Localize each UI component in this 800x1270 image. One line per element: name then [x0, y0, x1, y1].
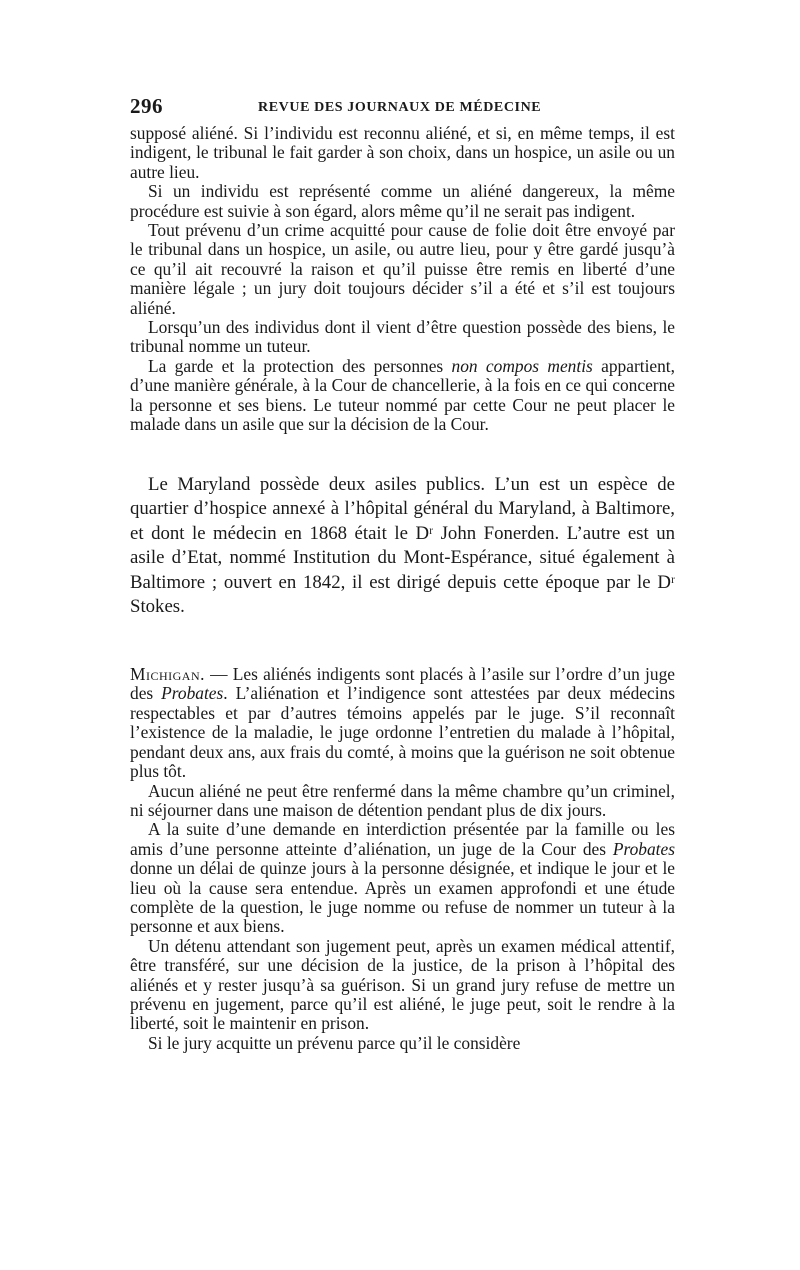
text-run: donne un délai de quinze jours à la personne désignée, et indique le jour et le lieu où la cause sera entendue. Après un examen approfondi et une étude complète de la question, le juge nomme ou refuse de nommer un tuteur à la personne et aux biens.	[130, 858, 675, 937]
book-page	[130, 94, 675, 1053]
paragraph: Un détenu attendant son jugement peut, après un examen médical attentif, être transféré, sur une décision de la justice, de la prison à l’hôpital des aliénés et y rester jusqu’à sa guérison. Si un grand jury refuse de mettre un prévenu en jugement, parce qu’il est aliéné, le juge peut, soit le rendre à la liberté, soit le maintenir en prison.	[130, 935, 675, 1034]
running-head	[130, 94, 675, 124]
paragraph: Aucun aliéné ne peut être renfermé dans la même chambre qu’un criminel, ni séjourner dans une maison de détention pendant plus de dix jours.	[130, 780, 675, 820]
paragraph: Le Maryland possède deux asiles publics. L’un est un espèce de quartier d’hospice annexé à l’hôpital général du Maryland, à Baltimore, et dont le médecin en 1868 était le Dʳ John Fonerden. L’autre est un asile d’Etat, nommé Institution du Mont-Espérance, situé également à Baltimore ; ouvert en 1842, il est dirigé depuis cette époque par le Dʳ Stokes.	[130, 473, 675, 618]
section-michigan	[130, 665, 675, 1053]
paragraph	[130, 357, 675, 435]
paragraph: Si le jury acquitte un prévenu parce qu’il le considère	[148, 1032, 521, 1053]
paragraph: Tout prévenu d’un crime acquitté pour cause de folie doit être envoyé par le tribunal dans un hospice, un asile, ou autre lieu, pour y être gardé jusqu’à ce qu’il ait recouvré la raison et qu’il puisse être remis en liberté d’une manière légale ; un jury doit toujours décider s’il a été et s’il est toujours aliéné.	[130, 220, 675, 318]
text-run: . L’aliénation et l’indigence sont attestées par deux médecins respectables et par d’autres témoins appelés par le juge. S’il reconnaît l’existence de la maladie, le juge ordonne l’entretien du malade à l’hôpital, pendant deux ans, aux frais du comté, à moins que la guérison ne soit obtenue plus tôt.	[130, 683, 675, 782]
text-run: — Les aliénés indigents sont placés à l’asile sur l’ordre d’un juge des	[130, 664, 675, 704]
text-run: La garde et la protection des personnes	[148, 355, 452, 376]
italic-term: Probates	[161, 683, 224, 704]
paragraph: supposé aliéné. Si l’individu est reconnu aliéné, et si, en même temps, il est indigent, le tribunal le fait garder à son choix, dans un hospice, un asile ou un autre lieu.	[130, 123, 675, 182]
page-number: 296	[130, 94, 163, 118]
paragraph: Lorsqu’un des individus dont il vient d’être question possède des biens, le tribunal nomme un tuteur.	[130, 317, 675, 357]
latin-term: non compos mentis	[451, 355, 593, 376]
paragraph	[130, 665, 675, 781]
text-run: appartient, d’une manière générale, à la Cour de chancellerie, à la fois en ce qui concerne la personne et ses biens. Le tuteur nommé par cette Cour ne peut placer le malade dans un asile que sur la décision de la Cour.	[130, 355, 675, 435]
section-heading: Michigan.	[130, 664, 205, 685]
text-run: A la suite d’une demande en interdiction présentée par la famille ou les amis d’une personne atteinte d’aliénation, un juge de la Cour des	[130, 819, 675, 859]
paragraph: Si un individu est représenté comme un aliéné dangereux, la même procédure est suivie à son égard, alors même qu’il ne serait pas indigent.	[130, 181, 675, 221]
section-maryland	[130, 473, 675, 621]
italic-term: Probates	[612, 838, 675, 859]
journal-title: REVUE DES JOURNAUX DE MÉDECINE	[258, 100, 542, 115]
section-general-provisions	[130, 124, 675, 435]
paragraph	[130, 820, 675, 936]
